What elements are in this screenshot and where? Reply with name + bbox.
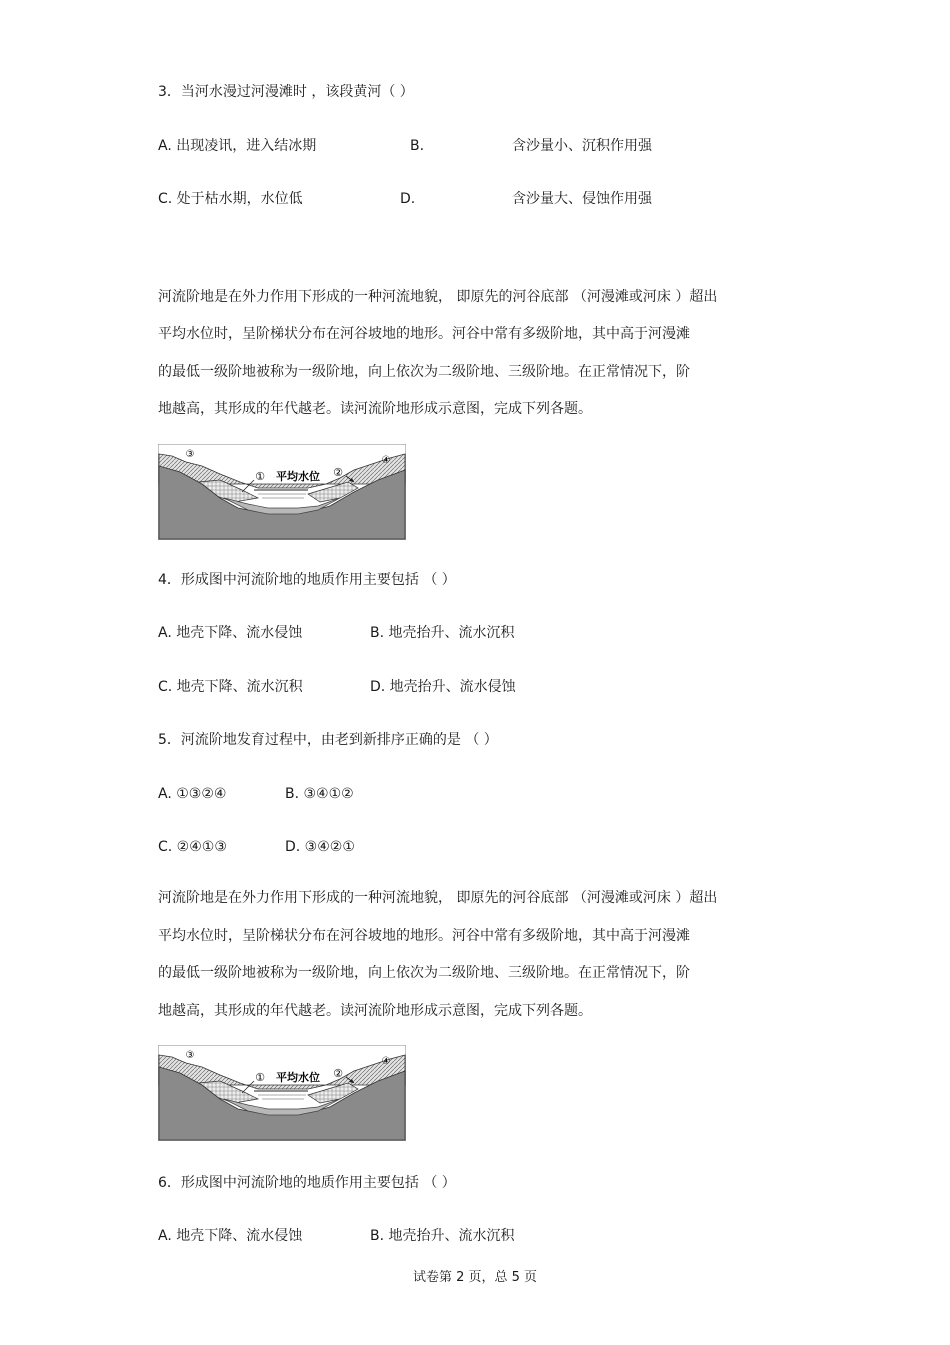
passage1-line4: 地越高，其形成的年代越老。读河流阶地形成示意图，完成下列各题。	[158, 401, 592, 417]
river-terrace-svg	[158, 444, 406, 540]
q3-option-a: A. 出现凌讯，进入结冰期	[158, 138, 317, 154]
passage1-line3: 的最低一级阶地被称为一级阶地，向上依次为二级阶地、三级阶地。在正常情况下，阶	[158, 364, 690, 380]
river-terrace-svg-2	[158, 1045, 406, 1141]
q3-option-d-text: 含沙量大、侵蚀作用强	[512, 191, 652, 207]
q3-option-d-letter: D.	[400, 191, 416, 207]
q5-option-b: B. ③④①②	[285, 786, 354, 802]
q5-stem: 5．河流阶地发育过程中，由老到新排序正确的是 （ ）	[158, 732, 498, 748]
q3-option-c: C. 处于枯水期，水位低	[158, 191, 303, 207]
q6-option-b: B. 地壳抬升、流水沉积	[370, 1228, 515, 1244]
river-terrace-diagram-2	[158, 1045, 406, 1141]
label-water-level: 平均水位	[276, 1071, 320, 1084]
q5-option-a: A. ①③②④	[158, 786, 227, 802]
q6-stem: 6．形成图中河流阶地的地质作用主要包括 （ ）	[158, 1175, 456, 1191]
q5-option-d: D. ③④②①	[285, 839, 355, 855]
passage1-line1: 河流阶地是在外力作用下形成的一种河流地貌， 即原先的河谷底部 （河漫滩或河床 ）超出	[158, 289, 718, 305]
passage2-line2: 平均水位时，呈阶梯状分布在河谷坡地的地形。河谷中常有多级阶地，其中高于河漫滩	[158, 928, 690, 944]
q4-option-d: D. 地壳抬升、流水侵蚀	[370, 679, 516, 695]
marker-2: ②	[333, 1067, 343, 1080]
q3-option-b-text: 含沙量小、沉积作用强	[512, 138, 652, 154]
marker-3: ③	[185, 449, 195, 460]
passage2-line3: 的最低一级阶地被称为一级阶地，向上依次为二级阶地、三级阶地。在正常情况下，阶	[158, 965, 690, 981]
label-water-level: 平均水位	[276, 470, 320, 483]
q6-option-a: A. 地壳下降、流水侵蚀	[158, 1228, 303, 1244]
q4-option-a: A. 地壳下降、流水侵蚀	[158, 625, 303, 641]
q4-option-c: C. 地壳下降、流水沉积	[158, 679, 303, 695]
page-footer: 试卷第 2 页，总 5 页	[412, 1270, 538, 1285]
marker-3: ③	[185, 1050, 195, 1061]
marker-1: ①	[255, 1071, 265, 1084]
marker-2: ②	[333, 466, 343, 479]
q3-stem: 3．当河水漫过河漫滩时 ，该段黄河（ ）	[158, 84, 414, 100]
marker-1: ①	[255, 470, 265, 483]
q4-option-b: B. 地壳抬升、流水沉积	[370, 625, 515, 641]
q5-option-c: C. ②④①③	[158, 839, 227, 855]
passage2-line1: 河流阶地是在外力作用下形成的一种河流地貌， 即原先的河谷底部 （河漫滩或河床 ）超出	[158, 890, 718, 906]
q3-option-b-letter: B.	[410, 138, 425, 154]
marker-4: ④	[381, 1056, 391, 1067]
q4-stem: 4．形成图中河流阶地的地质作用主要包括 （ ）	[158, 572, 456, 588]
marker-4: ④	[381, 455, 391, 466]
passage2-line4: 地越高，其形成的年代越老。读河流阶地形成示意图，完成下列各题。	[158, 1003, 592, 1019]
passage1-line2: 平均水位时，呈阶梯状分布在河谷坡地的地形。河谷中常有多级阶地，其中高于河漫滩	[158, 326, 690, 342]
river-terrace-diagram	[158, 444, 406, 540]
